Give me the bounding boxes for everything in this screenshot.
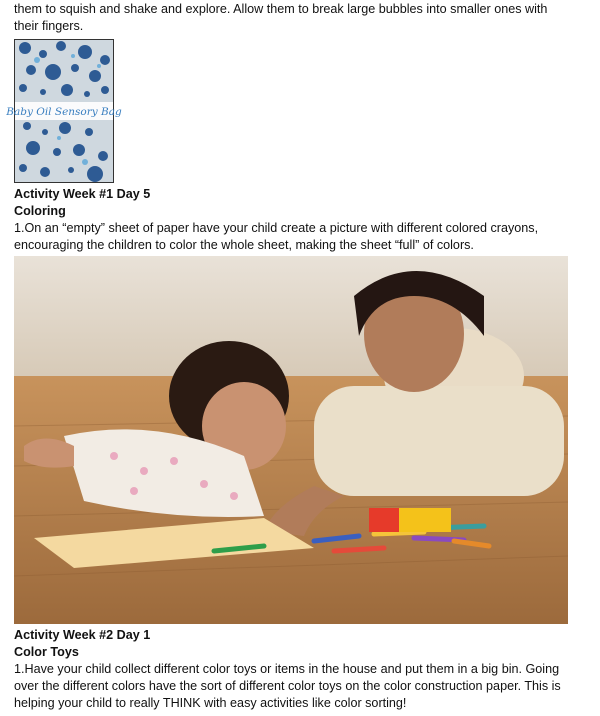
sensory-bag-caption: Baby Oil Sensory Bag xyxy=(6,106,122,118)
coloring-title: Coloring xyxy=(14,204,66,218)
intro-paragraph: them to squish and shake and explore. Allow them to break large bubbles into smaller ones with their fingers. xyxy=(14,2,548,33)
color-toys-title: Color Toys xyxy=(14,645,79,659)
week2-day1-heading: Activity Week #2 Day 1 xyxy=(14,628,151,642)
mother-child-coloring-photo xyxy=(14,256,568,624)
baby-oil-sensory-bag-image xyxy=(6,39,122,183)
sensory-bag-illustration xyxy=(6,40,122,182)
week1-day5-heading: Activity Week #1 Day 5 xyxy=(14,187,151,201)
coloring-photo-illustration xyxy=(14,256,568,624)
coloring-paragraph: 1.On an “empty” sheet of paper have your child create a picture with different colored crayons, encouraging the children to color the whole sheet, making the sheet “full” of colors. xyxy=(14,221,539,252)
color-toys-paragraph: 1.Have your child collect different color toys or items in the house and put them in a big bin. Going over the different colors have the sort of different color toys on the color construction paper. This is helping your child to really THINK with easy activities like color sorting! xyxy=(14,662,561,710)
